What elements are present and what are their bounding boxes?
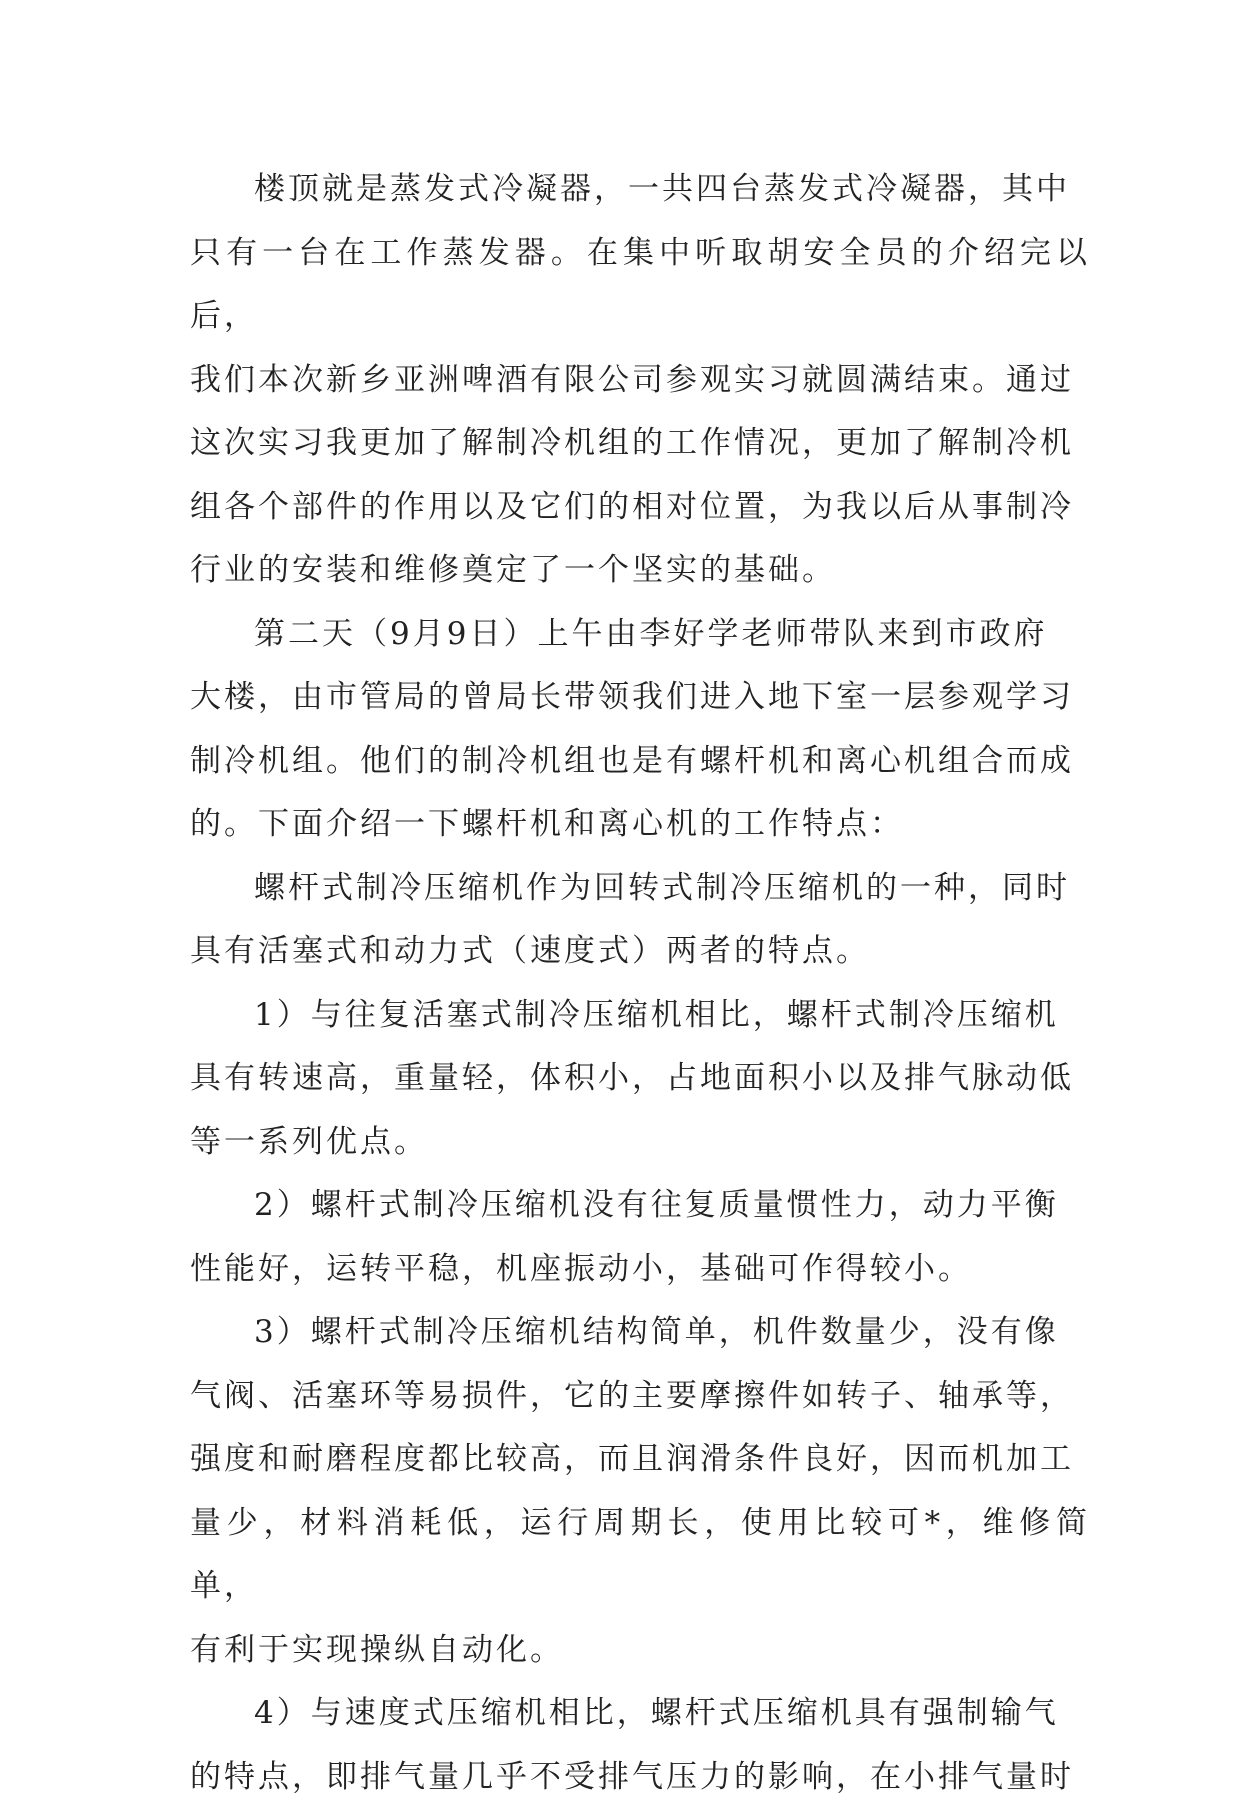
paragraph-point-1: 1）与往复活塞式制冷压缩机相比，螺杆式制冷压缩机 具有转速高，重量轻，体积小，占地面积小以及排气脉动低 等一系列优点。 <box>190 996 1074 1160</box>
paragraph-screw-compressor-intro: 螺杆式制冷压缩机作为回转式制冷压缩机的一种，同时 具有活塞式和动力式（速度式）两者的特点。 <box>190 869 1070 969</box>
paragraph-second-day-visit: 第二天（9月9日）上午由李好学老师带队来到市政府 大楼，由市管局的曾局长带领我们进入地下室一层参观学习 制冷机组。他们的制冷机组也是有螺杆机和离心机组合而成 的。下面介绍一下螺杆机和离心机的工作特点： <box>190 615 1074 842</box>
document-body <box>190 158 1090 1809</box>
paragraph-evaporative-condenser: 楼顶就是蒸发式冷凝器，一共四台蒸发式冷凝器，其中 只有一台在工作蒸发器。在集中听取胡安全员的介绍完以后， 我们本次新乡亚洲啤酒有限公司参观实习就圆满结束。通过 这次实习我更加了解制冷机组的工作情况，更加了解制冷机 组各个部件的作用以及它们的相对位置，为我以后从事制冷 行业的安装和维修奠定了一个坚实的基础。 <box>190 171 1090 588</box>
paragraph-point-4: 4）与速度式压缩机相比，螺杆式压缩机具有强制输气 的特点，即排气量几乎不受排气压力的影响，在小排气量时 <box>190 1695 1074 1795</box>
paragraph-point-2: 2）螺杆式制冷压缩机没有往复质量惯性力，动力平衡 性能好，运转平稳，机座振动小，基础可作得较小。 <box>190 1187 1059 1287</box>
paragraph-point-3: 3）螺杆式制冷压缩机结构简单，机件数量少，没有像 气阀、活塞环等易损件，它的主要摩擦件如转子、轴承等， 强度和耐磨程度都比较高，而且润滑条件良好，因而机加工 量少，材料消耗低，运行周期长，使用比较可*，维修简单， 有利于实现操纵自动化。 <box>190 1314 1090 1668</box>
